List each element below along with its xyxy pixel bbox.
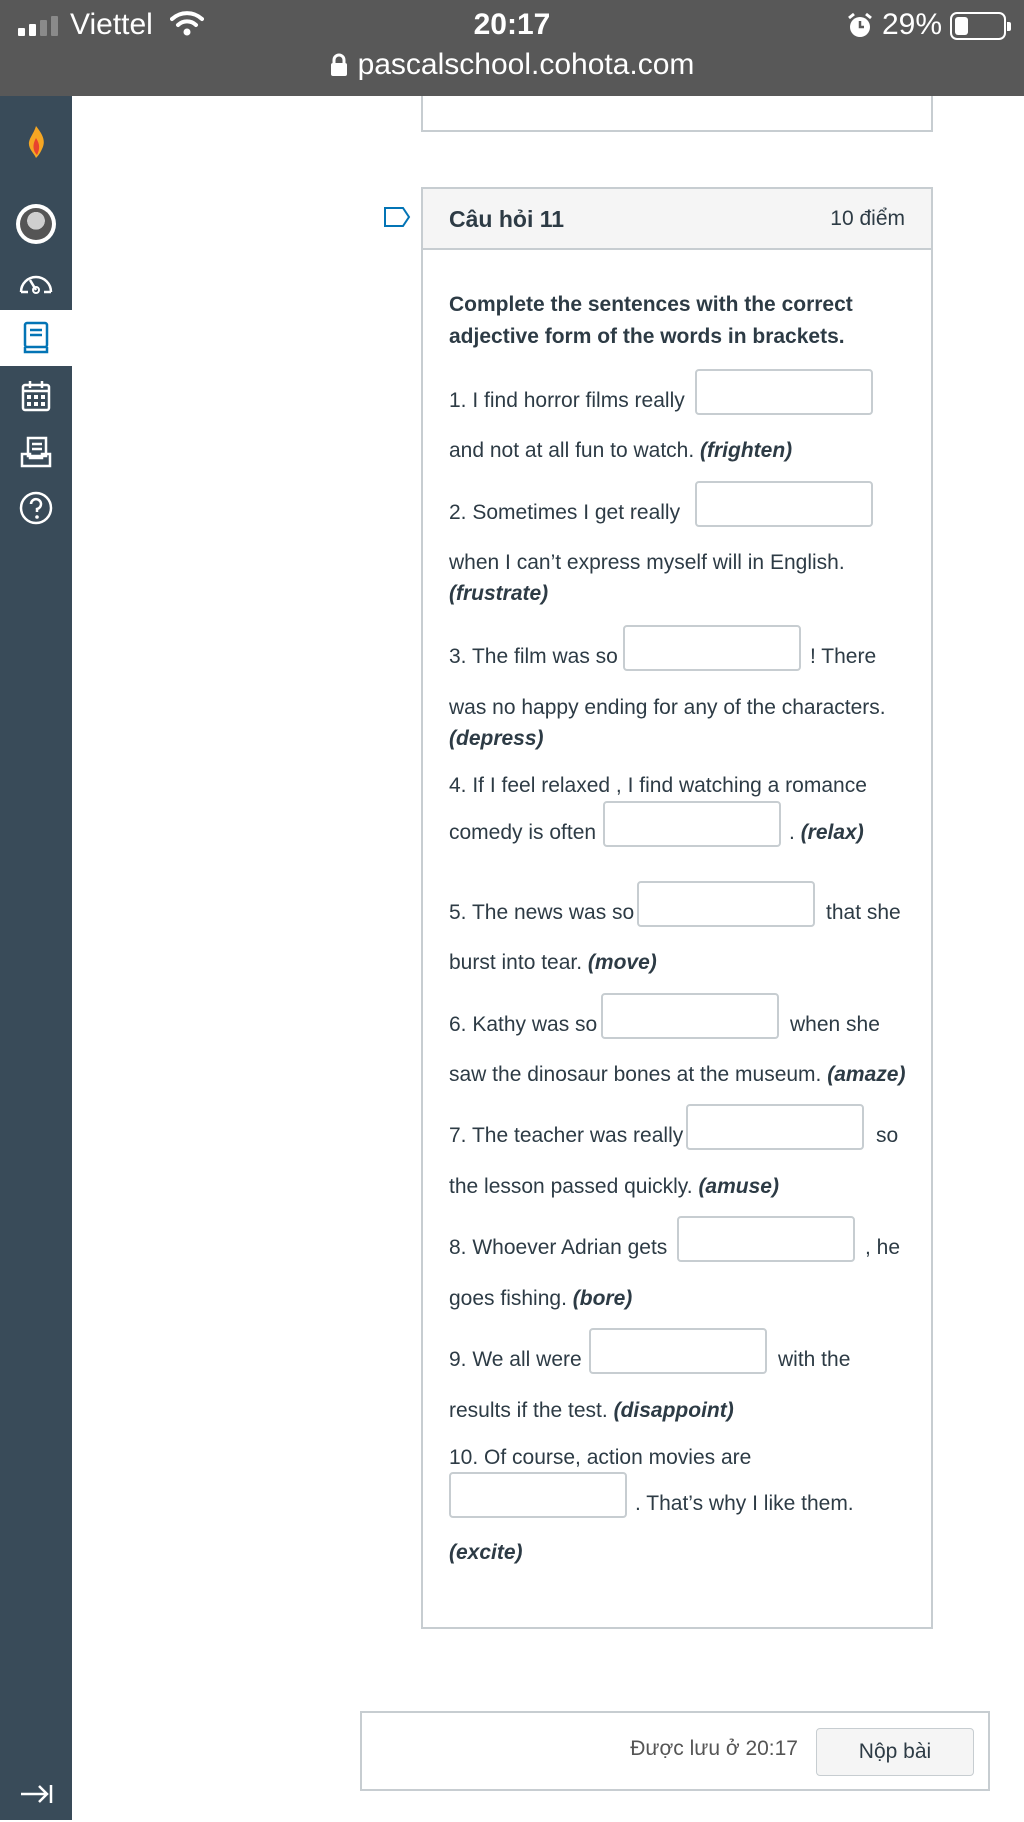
sentence-10-after: . That’s why I like them. [635,1492,854,1515]
answer-input-6[interactable] [601,993,779,1039]
url-text: pascalschool.cohota.com [357,48,695,81]
previous-question-card [421,96,933,132]
sentence-2-part-b: when I can’t express myself will in English. [449,551,845,574]
hint-1: (frighten) [700,439,793,462]
answer-input-2[interactable] [695,481,873,527]
sentence-1-part-a: 1. I find horror films really [449,389,685,412]
battery-icon [950,12,1006,40]
question-points: 10 điểm [830,207,905,230]
sentence-7-part-b: the lesson passed quickly. (amuse) [449,1175,779,1198]
sentence-5-after: that she [826,901,901,924]
hint-4: (relax) [800,821,864,844]
sentence-6-part-a: 6. Kathy was so [449,1013,598,1036]
question-instruction: Complete the sentences with the correct adjective form of the words in brackets. [449,293,853,348]
sentence-4-part-b: comedy is often [449,821,597,844]
lock-icon [330,51,348,85]
status-bar [0,0,1024,96]
sentence-6-after: when she [790,1013,880,1036]
battery-percent: 29% [882,8,943,41]
sentence-4-after: . (relax) [789,821,864,844]
flag-question-icon[interactable] [383,206,411,233]
inbox-icon[interactable] [0,424,72,480]
sentence-10-part-a: 10. Of course, action movies are [449,1446,752,1469]
clock-time: 20:17 [473,8,551,41]
flame-logo-icon[interactable] [0,114,72,170]
answer-input-1[interactable] [695,369,873,415]
answer-input-8[interactable] [677,1216,855,1262]
alarm-icon [846,12,874,45]
sentence-2-part-a: 2. Sometimes I get really [449,501,681,524]
sentence-9-after: with the [778,1348,851,1371]
carrier-name: Viettel [70,8,153,41]
sentence-4-part-a: 4. If I feel relaxed , I find watching a romance [449,774,867,797]
left-navigation [0,96,72,1820]
sentence-6-part-b: saw the dinosaur bones at the museum. (amaze) [449,1063,906,1086]
calendar-icon[interactable] [0,368,72,424]
sentence-7-part-a: 7. The teacher was really [449,1124,684,1147]
hint-8: (bore) [572,1287,633,1310]
hint-3: (depress) [449,727,544,750]
submit-footer [360,1711,990,1791]
address-bar[interactable] [0,48,1024,85]
sentence-8-after: , he [865,1236,901,1259]
dashboard-icon[interactable] [0,254,72,310]
sentence-5-part-a: 5. The news was so [449,901,635,924]
answer-input-4[interactable] [603,801,781,847]
answer-input-5[interactable] [637,881,815,927]
hint-10: (excite) [449,1541,523,1564]
answer-input-3[interactable] [623,625,801,671]
collapse-nav-icon[interactable] [0,1766,72,1822]
hint-9: (disappoint) [613,1399,734,1422]
help-icon[interactable] [0,480,72,536]
user-avatar[interactable] [0,196,72,252]
sentence-7-after: so [876,1124,899,1147]
sentence-8-part-b: goes fishing. (bore) [449,1287,633,1310]
courses-icon[interactable] [0,310,72,366]
hint-5: (move) [587,951,657,974]
answer-input-10[interactable] [449,1472,627,1518]
question-header [423,189,931,250]
sentence-3-after: ! There [810,645,877,668]
answer-input-7[interactable] [686,1104,864,1150]
hint-7: (amuse) [698,1175,779,1198]
saved-status: Được lưu ở 20:17 [630,1737,798,1760]
sentence-3-part-b: was no happy ending for any of the characters. [449,696,886,719]
sentence-3-part-a: 3. The film was so [449,645,618,668]
sentence-5-part-b: burst into tear. (move) [449,951,657,974]
sentence-9-part-a: 9. We all were [449,1348,582,1371]
hint-6: (amaze) [827,1063,906,1086]
question-title: Câu hỏi 11 [449,206,565,232]
answer-input-9[interactable] [589,1328,767,1374]
submit-button[interactable]: Nộp bài [816,1728,974,1776]
sentence-8-part-a: 8. Whoever Adrian gets [449,1236,668,1259]
hint-2: (frustrate) [449,582,549,605]
sentence-1-part-b: and not at all fun to watch. (frighten) [449,439,793,462]
sentence-9-part-b: results if the test. (disappoint) [449,1399,734,1422]
question-card [421,187,933,1629]
